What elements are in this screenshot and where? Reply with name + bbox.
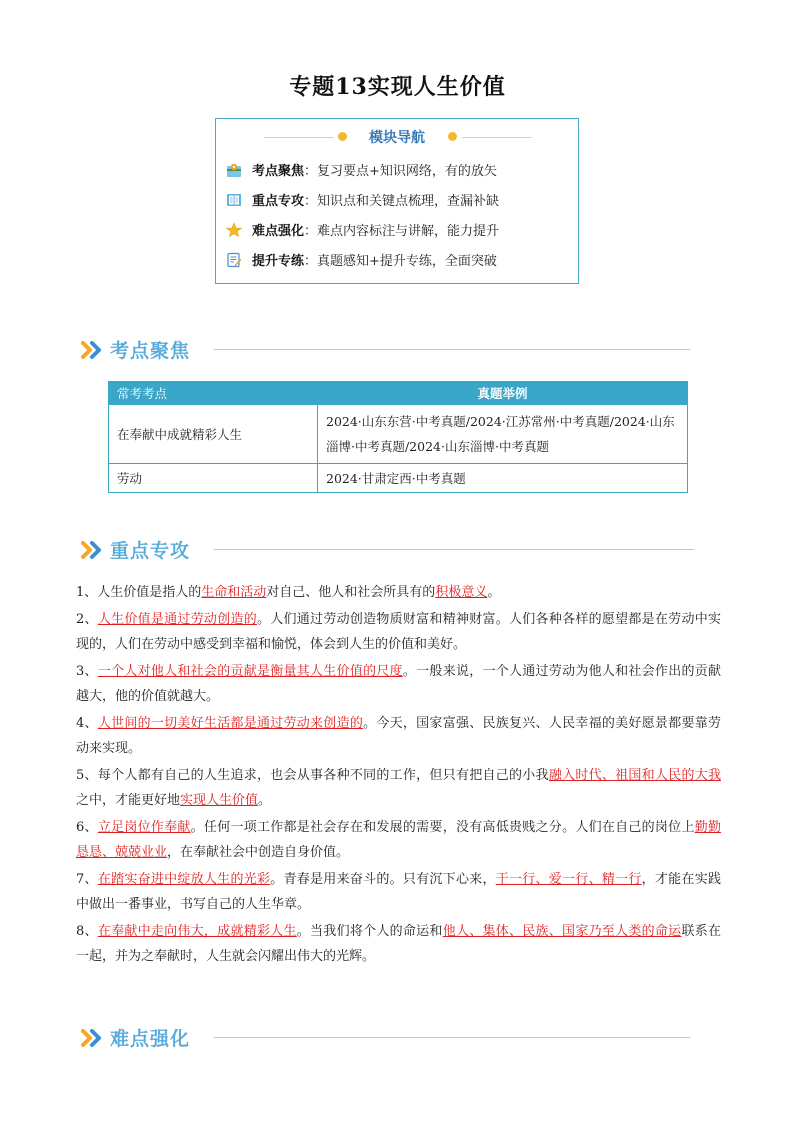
highlighted-text: 融入时代、祖国和人民的大我 bbox=[548, 767, 721, 783]
key-point-item bbox=[76, 919, 721, 970]
highlighted-text: 他人、集体、民族、国家乃至人类的命运 bbox=[442, 923, 682, 939]
table-row bbox=[109, 405, 688, 464]
key-points-list bbox=[76, 580, 721, 971]
book-icon bbox=[226, 192, 242, 208]
point-text: 之中，才能更好地 bbox=[76, 793, 181, 808]
nav-item-sep: ： bbox=[304, 254, 318, 269]
point-text: 。当我们将个人的命运和 bbox=[296, 923, 443, 939]
double-chevron-icon bbox=[80, 540, 106, 560]
table-cell-examples: 2024·甘肃定西·中考真题 bbox=[318, 464, 688, 493]
point-text: 。一般来说，一个人通过劳动为他人和社会作出的贡献越大，他的价值就越大。 bbox=[76, 663, 721, 704]
nav-item-desc: 难点内容标注与讲解，能力提升 bbox=[317, 224, 500, 239]
table-cell-topic: 在奉献中成就精彩人生 bbox=[109, 405, 318, 464]
point-text: 。任何一项工作都是社会存在和发展的需要，没有高低贵贱之分。人们在自己的岗位上 bbox=[190, 819, 695, 835]
nav-item-label: 重点专攻 bbox=[252, 194, 305, 209]
table-row bbox=[109, 464, 688, 493]
section-header-focus bbox=[80, 336, 692, 364]
section-header-difficult bbox=[80, 1024, 692, 1052]
point-text: ，在奉献社会中创造自身价值。 bbox=[167, 845, 350, 860]
nav-item-sep: ： bbox=[304, 194, 318, 209]
highlighted-text: 人世间的一切美好生活都是通过劳动来创造的 bbox=[97, 715, 364, 731]
section-rule bbox=[214, 549, 694, 550]
map-icon bbox=[226, 162, 242, 178]
section-title: 重点专攻 bbox=[110, 540, 191, 562]
key-point-item bbox=[76, 580, 721, 606]
point-text: 1、人生价值是指人的 bbox=[76, 585, 202, 600]
section-title: 难点强化 bbox=[110, 1028, 191, 1050]
point-text: 5、每个人都有自己的人生追求，也会从事各种不同的工作，但只有把自己的小我 bbox=[76, 767, 549, 783]
nav-item-label: 难点强化 bbox=[252, 224, 305, 239]
highlighted-text: 干一行、爱一行、精一行 bbox=[495, 871, 642, 887]
table-cell-examples: 2024·山东东营·中考真题/2024·江苏常州·中考真题/2024·山东淄博·中考真题/2024·山东淄博·中考真题 bbox=[318, 405, 688, 464]
module-navigation-box bbox=[215, 118, 579, 284]
highlighted-text: 立足岗位作奉献 bbox=[97, 819, 191, 835]
star-icon bbox=[226, 222, 242, 238]
point-text: ，才能在实践中做出一番事业，书写自己的人生华章。 bbox=[76, 871, 721, 912]
key-point-item bbox=[76, 607, 721, 658]
nav-item-focus bbox=[226, 161, 497, 183]
double-chevron-icon bbox=[80, 340, 106, 360]
table-header-topic: 常考考点 bbox=[109, 382, 318, 405]
exam-points-table bbox=[108, 381, 688, 493]
point-text: 8、 bbox=[76, 923, 98, 939]
nav-item-desc: 真题感知+提升专练，全面突破 bbox=[317, 254, 497, 269]
section-title: 考点聚焦 bbox=[110, 340, 191, 362]
table-cell-topic: 劳动 bbox=[109, 464, 318, 493]
point-text: 联系在一起，并为之奉献时，人生就会闪耀出伟大的光辉。 bbox=[76, 923, 721, 964]
point-text: 7、 bbox=[76, 871, 98, 887]
table-header-row bbox=[109, 382, 688, 405]
nav-item-key bbox=[226, 191, 499, 213]
exercise-icon bbox=[226, 252, 242, 268]
highlighted-text: 在踏实奋进中绽放人生的光彩 bbox=[97, 871, 271, 887]
key-point-item bbox=[76, 815, 721, 866]
nav-item-label: 考点聚焦 bbox=[252, 164, 305, 179]
nav-item-sep: ： bbox=[304, 224, 318, 239]
key-point-item bbox=[76, 867, 721, 918]
key-point-item bbox=[76, 711, 721, 762]
nav-item-desc: 知识点和关键点梳理，查漏补缺 bbox=[317, 194, 500, 209]
section-rule bbox=[214, 349, 690, 350]
point-text: 6、 bbox=[76, 819, 98, 835]
section-header-key bbox=[80, 536, 696, 564]
nav-item-difficult bbox=[226, 221, 499, 243]
header-dot-right bbox=[448, 132, 457, 141]
point-text: 2、 bbox=[76, 611, 98, 627]
point-text: 。 bbox=[258, 793, 272, 808]
highlighted-text: 人生价值是通过劳动创造的 bbox=[97, 611, 257, 627]
nav-item-practice bbox=[226, 251, 497, 273]
point-text: 3、 bbox=[76, 663, 98, 679]
nav-item-desc: 复习要点+知识网络，有的放矢 bbox=[317, 164, 497, 179]
point-text: 。 bbox=[487, 585, 501, 600]
point-text: 对自己、他人和社会所具有的 bbox=[266, 585, 436, 600]
highlighted-text: 勤勤恳恳、兢兢业业 bbox=[76, 819, 721, 860]
highlighted-text: 一个人对他人和社会的贡献是衡量其人生价值的尺度 bbox=[97, 663, 403, 679]
key-point-item bbox=[76, 763, 721, 814]
point-text: 。今天，国家富强、民族复兴、人民幸福的美好愿景都要靠劳动来实现。 bbox=[76, 715, 721, 756]
key-point-item bbox=[76, 659, 721, 710]
point-text: 。青春是用来奋斗的。只有沉下心来， bbox=[270, 871, 496, 887]
table-header-examples: 真题举例 bbox=[318, 382, 688, 405]
highlighted-text: 生命和活动 bbox=[201, 585, 267, 600]
point-text: 4、 bbox=[76, 715, 98, 731]
double-chevron-icon bbox=[80, 1028, 106, 1048]
highlighted-text: 积极意义 bbox=[435, 585, 488, 600]
nav-item-label: 提升专练 bbox=[252, 254, 305, 269]
highlighted-text: 在奉献中走向伟大，成就精彩人生 bbox=[97, 923, 297, 939]
module-navigation-header bbox=[216, 127, 578, 147]
nav-item-sep: ： bbox=[304, 164, 318, 179]
page-title: 专题13实现人生价值 bbox=[289, 74, 506, 100]
module-navigation-title: 模块导航 bbox=[369, 130, 425, 146]
highlighted-text: 实现人生价值 bbox=[180, 793, 259, 808]
point-text: 。人们通过劳动创造物质财富和精神财富。人们各种各样的愿望都是在劳动中实现的，人们在劳动中感受到幸福和愉悦，体会到人生的价值和美好。 bbox=[76, 611, 721, 652]
section-rule bbox=[214, 1037, 690, 1038]
header-rule-right bbox=[462, 137, 532, 138]
